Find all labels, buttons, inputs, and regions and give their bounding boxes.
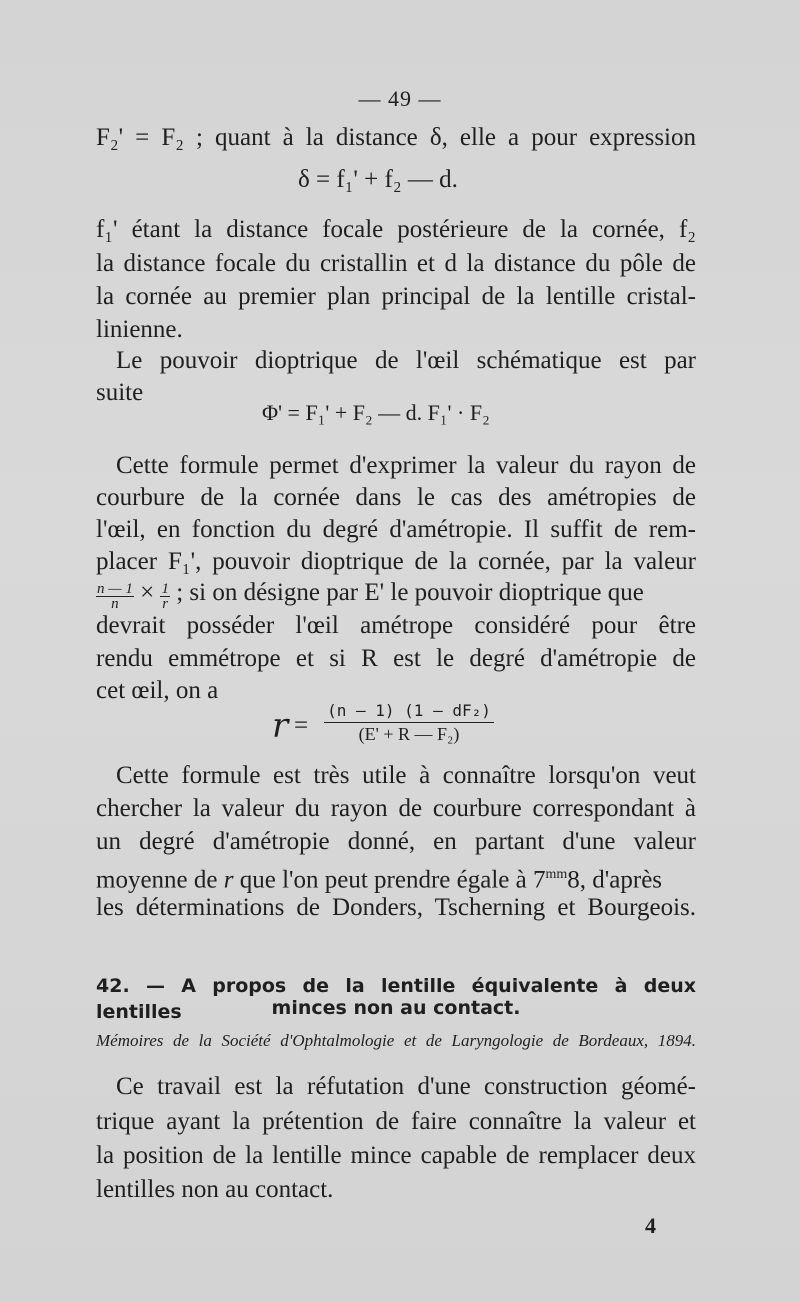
text-line: F₂' = F₂ ; quant à la distance δ, elle a pour expression [96, 124, 696, 151]
fraction-n-minus-1-over-n: $\frac{n — 1}{n}$ [97, 581, 133, 612]
text-line: courbure de la cornée dans le cas des amétropies de [96, 484, 696, 511]
text-line: la position de la lentille mince capable de remplacer deux [96, 1142, 696, 1169]
formula-fraction [324, 700, 494, 745]
text-line: placer F₁', pouvoir dioptrique de la cornée, par la valeur [96, 548, 696, 575]
text-line: la distance focale du cristallin et d la distance du pôle de [96, 250, 696, 277]
formula-lhs: r [272, 706, 289, 746]
fraction-1-over-r: $\frac{1}{r}$ [161, 581, 169, 612]
text-line: Cette formule permet d'exprimer la valeur du rayon de [116, 452, 696, 479]
text-line: chercher la valeur du rayon de courbure correspondant à [96, 795, 696, 822]
text-line: rendu emmétrope et si R est le degré d'amétropie de [96, 645, 696, 672]
text-line: devrait posséder l'œil amétrope considéré pour être [96, 612, 696, 639]
text-line: lentilles non au contact. [96, 1176, 334, 1203]
section-title: 42. — A propos de la lentille équivalente à deux lentilles [96, 975, 696, 1023]
text-line: les déterminations de Donders, Tscherning et Bourgeois. [96, 894, 696, 921]
text-line: l'œil, en fonction du degré d'amétropie. Il suffit de rem- [96, 516, 696, 543]
text-line: f₁' étant la distance focale postérieure de la cornée, f₂ [96, 216, 696, 243]
text-line: suite [96, 379, 144, 406]
text-line: cet œil, on a [96, 677, 219, 704]
text-line-with-units: moyenne de r que l'on peut prendre égale à $7^{mm}8$, d'après [96, 866, 663, 894]
formula-dioptric-power: Φ' = F₁' + F₂ — d. F₁' · F₂ [262, 400, 490, 425]
text-line: Cette formule est très utile à connaître lorsqu'on veut [116, 762, 696, 789]
text-line: la cornée au premier plan principal de la lentille cristal- [96, 283, 696, 310]
text-line: trique ayant la prétention de faire connaître la valeur et [96, 1108, 696, 1135]
section-title-cont: minces non au contact. [271, 997, 521, 1019]
formula-denominator: (E' + R — F₂) [358, 724, 460, 744]
text-line: un degré d'amétropie donné, en partant d'une valeur [96, 828, 696, 855]
signature-mark: 4 [645, 1213, 656, 1238]
section-source: Mémoires de la Société d'Ophtalmologie et de Laryngologie de Bordeaux, 1894. [96, 1031, 696, 1050]
text-line-with-fraction [96, 578, 696, 611]
formula-delta: δ = f₁' + f₂ — d. [298, 166, 458, 193]
formula-equals: = [294, 712, 309, 739]
text-line-rest: ; si on désigne par E' le pouvoir dioptrique que [176, 579, 644, 606]
page-number: — 49 — [358, 86, 442, 111]
text-line: Ce travail est la réfutation d'une construction géomé- [116, 1073, 696, 1100]
text-line: Le pouvoir dioptrique de l'œil schématique est par [116, 347, 696, 374]
times-sign: × [140, 579, 155, 606]
formula-numerator: (n — 1) (1 — dF₂) [324, 700, 494, 723]
text-line: linienne. [96, 316, 183, 343]
